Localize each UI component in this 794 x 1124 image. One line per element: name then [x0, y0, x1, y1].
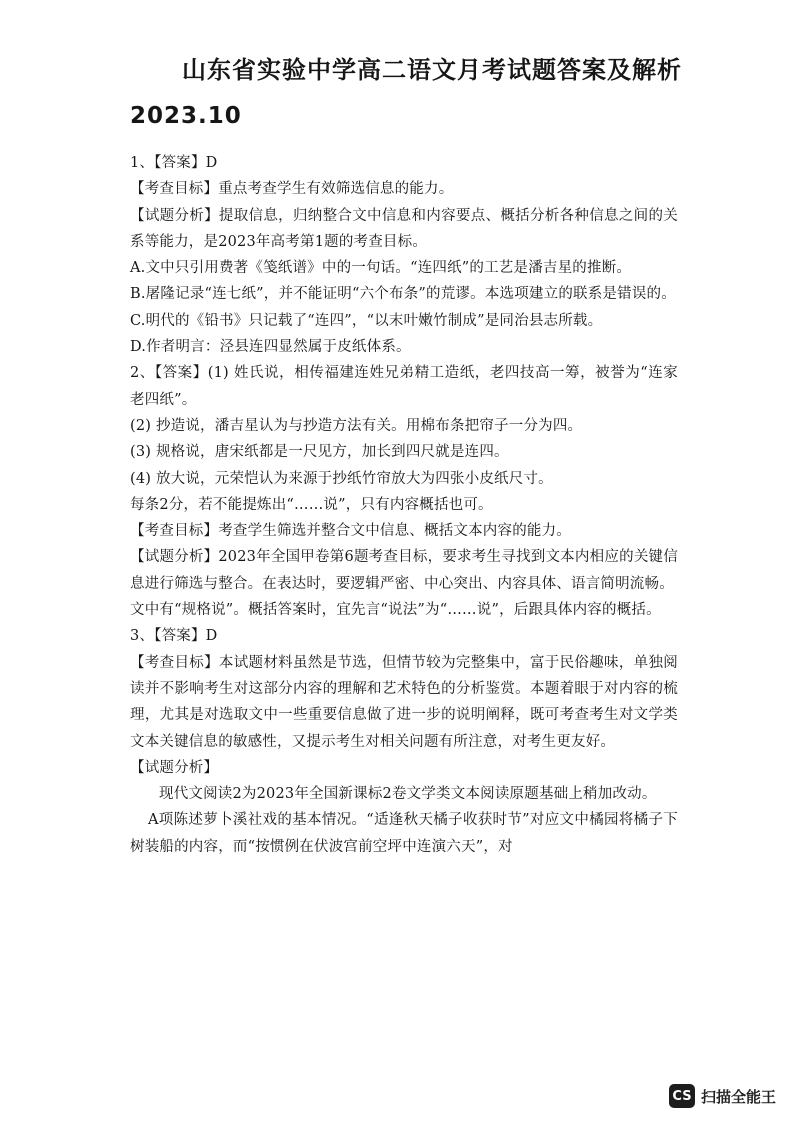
q1-option-d: D.作者明言：泾县连四显然属于皮纸体系。 — [130, 339, 411, 356]
q3-analysis-heading: 【试题分析】 — [130, 759, 219, 776]
q3-answer: 3、【答案】D — [130, 628, 218, 645]
q1-option-b: B.屠隆记录“连七纸”，并不能证明“六个布条”的荒谬。本选项建立的联系是错误的。 — [130, 286, 676, 303]
q3-target: 【考查目标】本试题材料虽然是节选，但情节较为完整集中，富于民俗趣味，单独阅读并不影响考生对这部分内容的理解和艺术特色的分析鉴赏。本题着眼于对内容的梳理，尤其是对选取文中一些重要信息做了进一步的说明阐释，既可考查考生对文学类文本关键信息的敏感性，又提示考生对相关问题有所注意，对考生更友好。 — [130, 654, 678, 750]
q2-answer: 2、【答案】(1) 姓氏说，相传福建连姓兄弟精工造纸，老四技高一筹，被誉为“连家老四纸”。 — [130, 365, 678, 408]
watermark-text: 扫描全能王 — [700, 1087, 776, 1106]
answer-body — [130, 150, 678, 860]
scanner-watermark — [669, 1083, 776, 1109]
q1-target: 【考查目标】重点考查学生有效筛选信息的能力。 — [130, 181, 454, 198]
camscanner-logo-icon: CS — [669, 1084, 695, 1108]
q1-answer: 1、【答案】D — [130, 155, 218, 171]
q2-point-2: (2) 抄造说，潘吉星认为与抄造方法有关。用棉布条把帘子一分为四。 — [130, 417, 583, 434]
q2-target: 【考查目标】考查学生筛选并整合文中信息、概括文本内容的能力。 — [130, 523, 571, 540]
document-title: 山东省实验中学高二语文月考试题答案及解析 — [182, 56, 682, 84]
q2-note: 文中有“规格说”。概括答案时，宜先言“说法”为“……说”，后跟具体内容的概括。 — [130, 602, 661, 619]
q3-analysis-p2: A项陈述萝卜溪社戏的基本情况。“适逢秋天橘子收获时节”对应文中橘园将橘子下树装船的内容，而“按惯例在伏波宫前空坪中连演六天”，对 — [130, 812, 678, 855]
q1-option-c: C.明代的《铅书》只记载了“连四”，“以末叶嫩竹制成”是同治县志所载。 — [130, 312, 603, 329]
q2-scoring: 每条2分，若不能提炼出“……说”，只有内容概括也可。 — [130, 496, 493, 513]
q2-analysis: 【试题分析】2023年全国甲卷第6题考查目标，要求考生寻找到文本内相应的关键信息进行筛选与整合。在表达时，要逻辑严密、中心突出、内容具体、语言简明流畅。 — [130, 549, 678, 592]
q3-analysis-p1: 现代文阅读2为2023年全国新课标2卷文学类文本阅读原题基础上稍加改动。 — [159, 786, 657, 803]
q1-option-a: A.文中只引用费著《笺纸谱》中的一句话。“连四纸”的工艺是潘吉星的推断。 — [130, 260, 632, 277]
q2-point-3: (3) 规格说，唐宋纸都是一尺见方，加长到四尺就是连四。 — [130, 444, 509, 461]
q1-analysis: 【试题分析】提取信息，归纳整合文中信息和内容要点、概括分析各种信息之间的关系等能力，是2023年高考第1题的考查目标。 — [130, 207, 678, 250]
q2-point-4: (4) 放大说，元荣恺认为来源于抄纸竹帘放大为四张小皮纸尺寸。 — [130, 470, 553, 487]
document-date: 2023.10 — [130, 103, 242, 129]
